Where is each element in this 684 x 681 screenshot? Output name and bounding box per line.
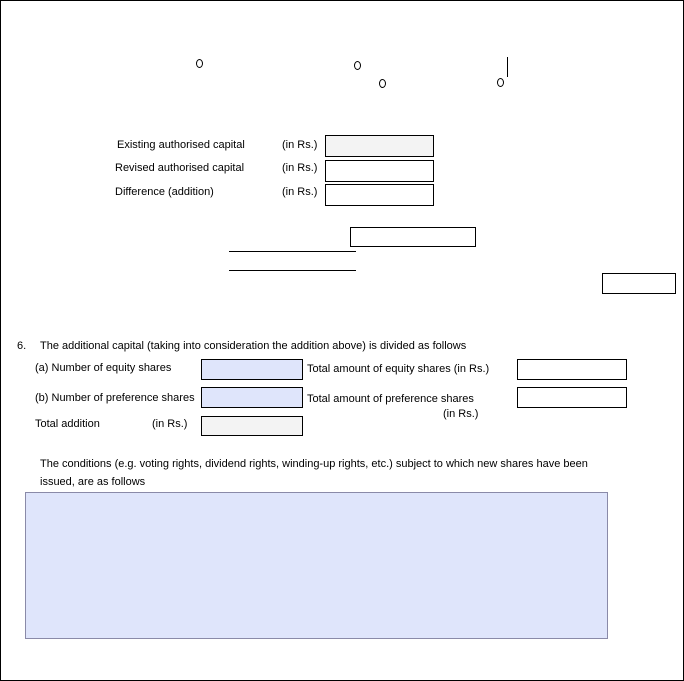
option-radio-4[interactable] [497, 78, 504, 87]
conditions-text-line1: The conditions (e.g. voting rights, dividend rights, winding-up rights, etc.) subject to which new shares have been [40, 458, 588, 470]
equity-total-field[interactable] [517, 359, 627, 380]
difference-unit: (in Rs.) [282, 186, 318, 198]
section-heading: The additional capital (taking into consideration the addition above) is divided as follows [40, 340, 467, 352]
existing-capital-unit: (in Rs.) [282, 139, 318, 151]
option-radio-1[interactable] [196, 59, 203, 68]
conditions-textarea[interactable] [25, 492, 608, 639]
preference-shares-label: (b) Number of preference shares [35, 392, 195, 404]
equity-shares-field[interactable] [201, 359, 303, 380]
section-number: 6. [17, 340, 27, 352]
equity-shares-label: (a) Number of equity shares [35, 362, 172, 374]
preference-shares-field[interactable] [201, 387, 303, 408]
preference-total-label: Total amount of preference shares [307, 393, 474, 405]
option-radio-2[interactable] [354, 61, 361, 70]
underline-1 [229, 251, 356, 252]
revised-capital-field[interactable] [325, 160, 434, 182]
underline-2 [229, 270, 356, 271]
preference-total-field[interactable] [517, 387, 627, 408]
preference-total-unit: (in Rs.) [443, 408, 479, 420]
conditions-text-line2: issued, are as follows [40, 476, 146, 488]
misc-field-2[interactable] [602, 273, 676, 294]
text-cursor-mark [507, 57, 508, 77]
revised-capital-unit: (in Rs.) [282, 162, 318, 174]
difference-field[interactable] [325, 184, 434, 206]
revised-capital-label: Revised authorised capital [115, 162, 245, 174]
difference-label: Difference (addition) [115, 186, 214, 198]
existing-capital-field[interactable] [325, 135, 434, 157]
existing-capital-label: Existing authorised capital [117, 139, 245, 151]
total-addition-unit: (in Rs.) [152, 418, 188, 430]
total-addition-field[interactable] [201, 416, 303, 436]
equity-total-label: Total amount of equity shares (in Rs.) [307, 363, 490, 375]
total-addition-label: Total addition [35, 418, 100, 430]
misc-field-1[interactable] [350, 227, 476, 247]
option-radio-3[interactable] [379, 79, 386, 88]
